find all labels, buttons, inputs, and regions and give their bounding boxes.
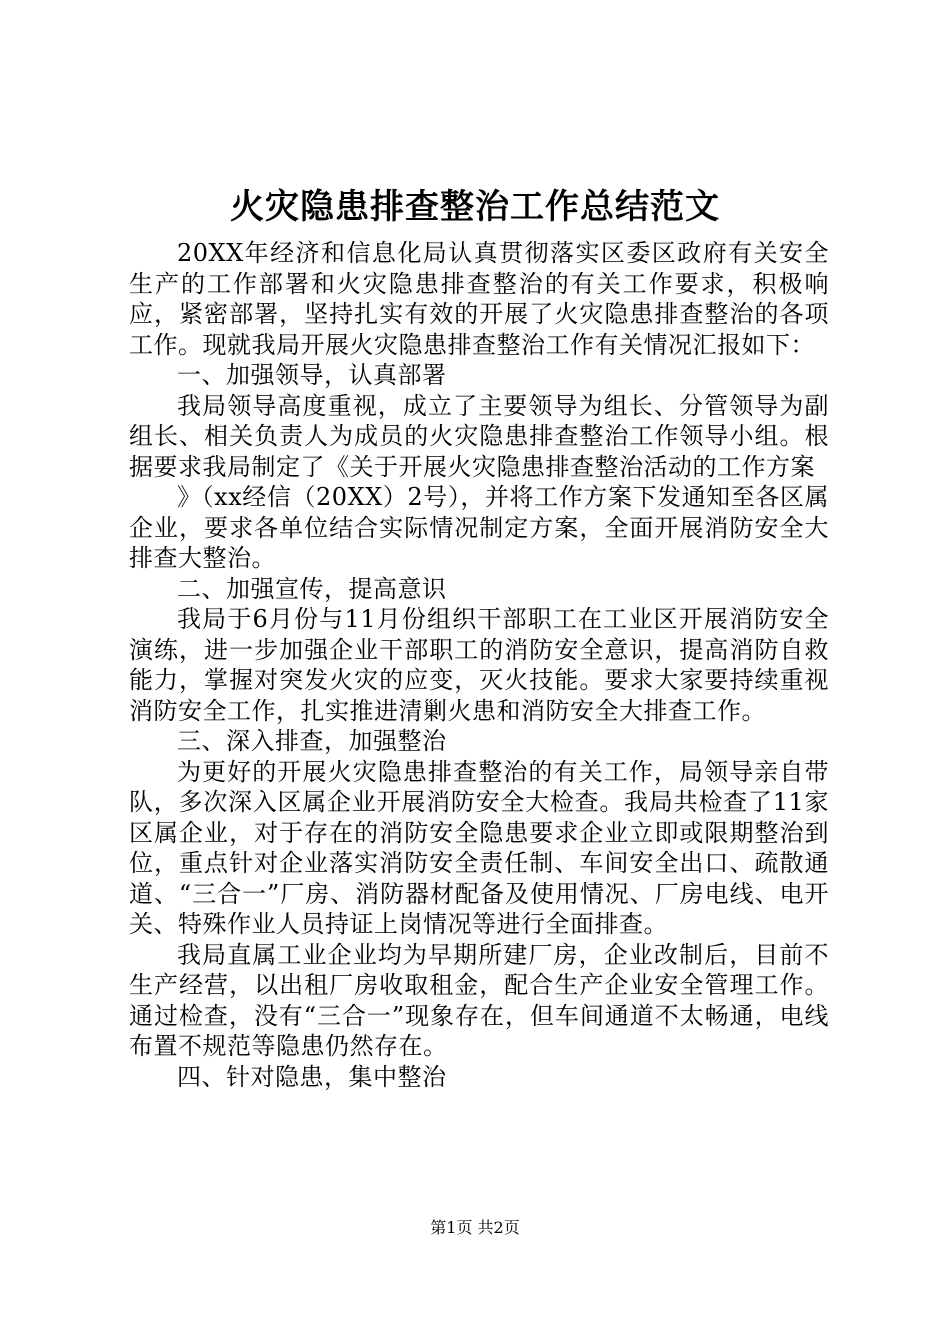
body-paragraph: 为更好的开展火灾隐患排查整治的有关工作，局领导亲自带队，多次深入区属企业开展消防安全大检查。我局共检查了11家区属企业，对于存在的消防安全隐患要求企业立即或限期整治到位，重点针对企业落实消防安全责任制、车间安全出口、疏散通道、“三合一”厂房、消防器材配备及使用情况、厂房电线、电开关、特殊作业人员持证上岗情况等进行全面排查。 bbox=[129, 757, 829, 938]
document-title: 火灾隐患排查整治工作总结范文 bbox=[230, 187, 720, 227]
body-paragraph: 我局领导高度重视，成立了主要领导为组长、分管领导为副组长、相关负责人为成员的火灾隐患排查整治工作领导小组。根据要求我局制定了《关于开展火灾隐患排查整治活动的工作方案 bbox=[129, 391, 829, 481]
document-body bbox=[129, 238, 829, 1092]
body-paragraph: 我局直属工业企业均为早期所建厂房，企业改制后，目前不生产经营，以出租厂房收取租金，配合生产企业安全管理工作。通过检查，没有“三合一”现象存在，但车间通道不太畅通，电线布置不规范等隐患仍然存在。 bbox=[129, 940, 829, 1060]
section-heading-2: 二、加强宣传，提高意识 bbox=[177, 574, 447, 603]
body-paragraph: 我局于6月份与11月份组织干部职工在工业区开展消防安全演练，进一步加强企业干部职工的消防安全意识，提高消防自救能力，掌握对突发火灾的应变，灭火技能。要求大家要持续重视消防安全工作，扎实推进清剿火患和消防安全大排查工作。 bbox=[129, 605, 829, 725]
section-heading-4: 四、针对隐患，集中整治 bbox=[177, 1062, 447, 1091]
section-heading-1: 一、加强领导，认真部署 bbox=[177, 361, 447, 389]
body-paragraph: 》（xx经信（20XX）2号），并将工作方案下发通知至各区属企业，要求各单位结合实际情况制定方案，全面开展消防安全大排查大整治。 bbox=[129, 483, 829, 572]
intro-paragraph: 20XX年经济和信息化局认真贯彻落实区委区政府有关安全生产的工作部署和火灾隐患排查整治的有关工作要求，积极响应，紧密部署，坚持扎实有效的开展了火灾隐患排查整治的各项工作。现就我局开展火灾隐患排查整治工作有关情况汇报如下： bbox=[129, 239, 829, 359]
section-heading-3: 三、深入排查，加强整治 bbox=[177, 727, 447, 755]
page-footer: 第1页 共2页 bbox=[430, 1218, 520, 1237]
